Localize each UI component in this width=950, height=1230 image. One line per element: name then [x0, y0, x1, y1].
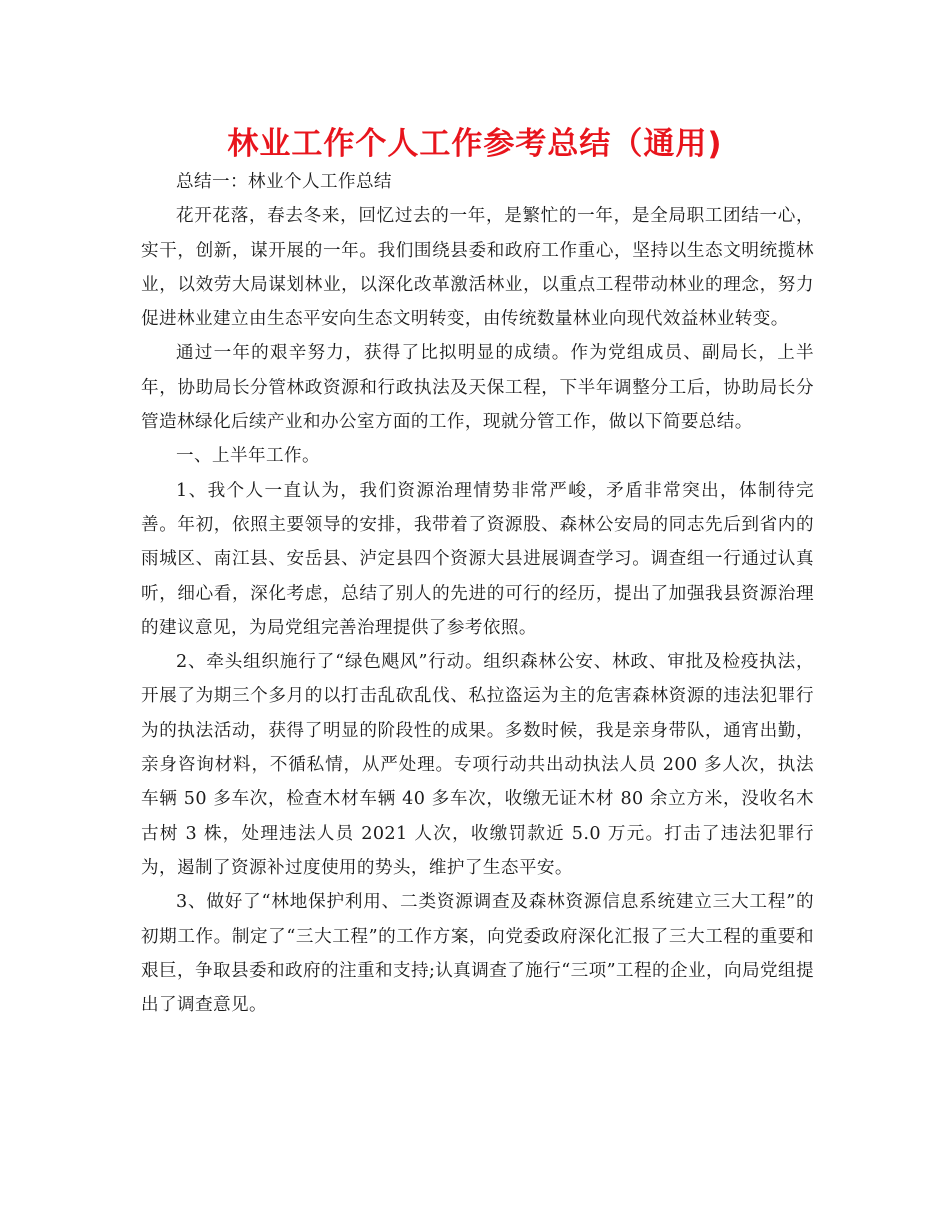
- paragraph-heading: 一、上半年工作。: [176, 446, 320, 467]
- document-body: [141, 165, 814, 1022]
- paragraph: 1、我个人一直认为，我们资源治理情势非常严峻，矛盾非常突出，体制待完善。年初，依照主要领导的安排，我带着了资源股、森林公安局的同志先后到省内的雨城区、南江县、安岳县、泸定县四个资源大县进展调查学习。调查组一行通过认真听，细心看，深化考虑，总结了别人的先进的可行的经历，提出了加强我县资源治理的建议意见，为局党组完善治理提供了参考依照。: [141, 480, 814, 638]
- section-heading: 总结一：林业个人工作总结: [176, 172, 392, 192]
- paragraph: 2、牵头组织施行了“绿色飓风”行动。组织森林公安、林政、审批及检疫执法，开展了为期三个多月的以打击乱砍乱伐、私拉盗运为主的危害森林资源的违法犯罪行为的执法活动，获得了明显的阶段性的成果。多数时候，我是亲身带队，通宵出勤，亲身咨询材料，不循私情，从严处理。专项行动共出动执法人员 200 多人次，执法车辆 50 多车次，检查木材车辆 40 多车次，收缴无证木材 80 余立方米，没收名木古树 3 株，处理违法人员 2021 人次，收缴罚款近 5.0 万元。打击了违法犯罪行为，遏制了资源补过度使用的势头，维护了生态平安。: [141, 652, 814, 878]
- paragraph: 花开花落，春去冬来，回忆过去的一年，是繁忙的一年，是全局职工团结一心，实干，创新，谋开展的一年。我们围绕县委和政府工作重心，坚持以生态文明统揽林业，以效劳大局谋划林业，以深化改革激活林业，以重点工程带动林业的理念，努力促进林业建立由生态平安向生态文明转变，由传统数量林业向现代效益林业转变。: [141, 206, 814, 330]
- document-title: 林业工作个人工作参考总结（通用): [227, 126, 723, 162]
- paragraph: 3、做好了“林地保护利用、二类资源调查及森林资源信息系统建立三大工程”的初期工作。制定了“三大工程”的工作方案，向党委政府深化汇报了三大工程的重要和艰巨，争取县委和政府的注重和支持;认真调查了施行“三项”工程的企业，向局党组提出了调查意见。: [141, 892, 814, 1016]
- paragraph: 通过一年的艰辛努力，获得了比拟明显的成绩。作为党组成员、副局长，上半年，协助局长分管林政资源和行政执法及天保工程，下半年调整分工后，协助局长分管造林绿化后续产业和办公室方面的工作，现就分管工作，做以下简要总结。: [141, 343, 814, 433]
